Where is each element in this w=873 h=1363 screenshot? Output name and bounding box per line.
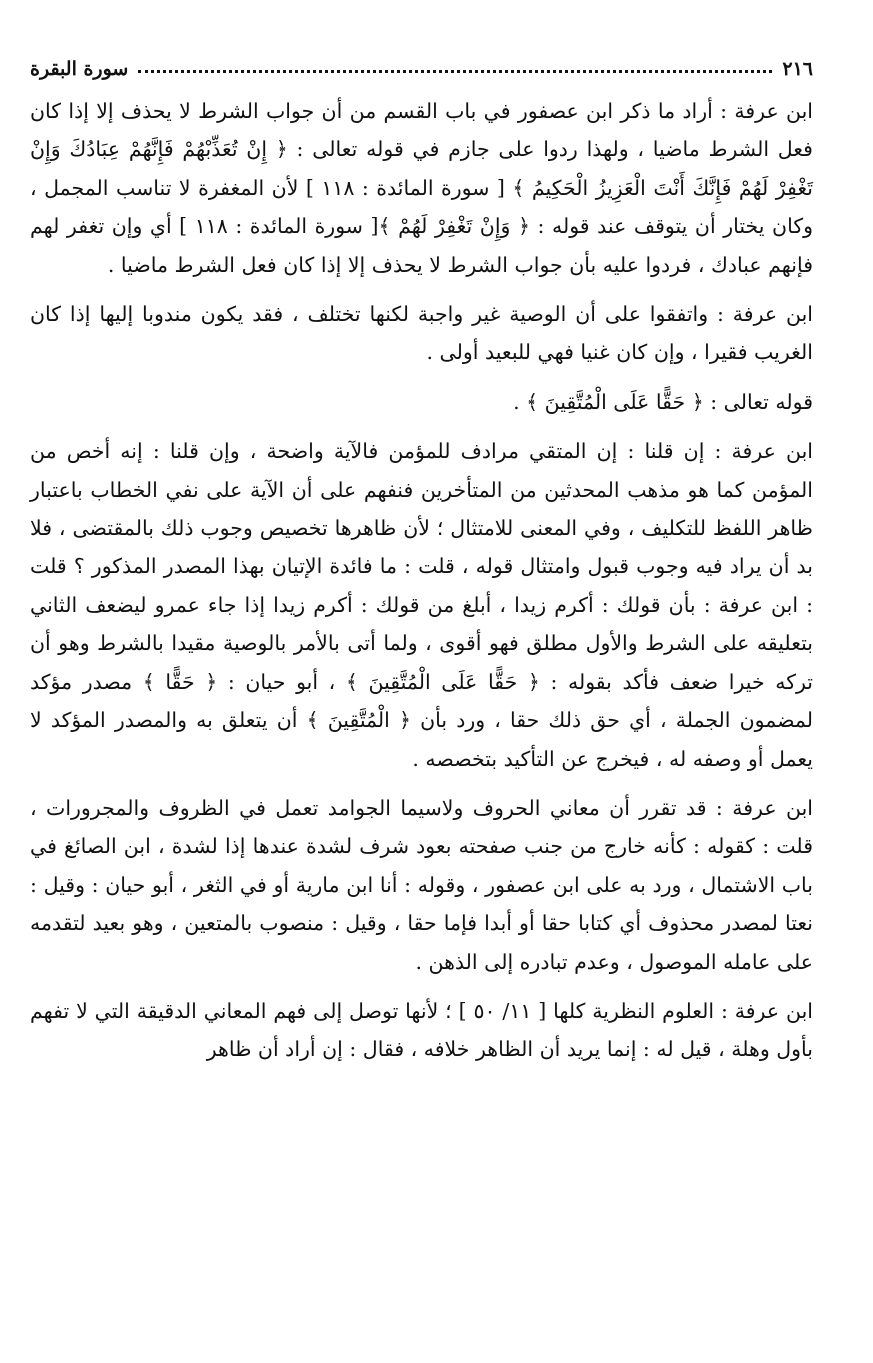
paragraph-ibn-arafa-3: ابن عرفة : إن قلنا : إن المتقي مرادف للمؤمن فالآية واضحة ، وإن قلنا : إنه أخص من المؤمن كما هو مذهب المحدثين من المتأخرين فنفهم على أن الآية على نفي الخطاب باعتبار ظاهر اللفظ للتكليف ، وفي المعنى للامتثال ؛ لأن ظاهرها تخصيص وجوب ذلك بالمقتضى ، فلا بد أن يراد فيه وجوب قبول وامتثال قوله ، قلت : ما فائدة الإتيان بهذا المصدر المذكور ؟ قلت : ابن عرفة : بأن قولك : أكرم زيدا ، أبلغ من قولك : أكرم زيدا إذا جاء عمرو ليضعف الثاني بتعليقه على الشرط والأول مطلق فهو أقوى ، ولما أتى بالأمر بالوصية مقيدا بالشرط وهو أن تركه خيرا ضعف فأكد بقوله : ﴿ حَقًّا عَلَى الْمُتَّقِينَ ﴾ ، أبو حيان : ﴿ حَقًّا ﴾ مصدر مؤكد لمضمون الجملة ، أي حق ذلك حقا ، ورد بأن ﴿ الْمُتَّقِينَ ﴾ أن يتعلق به والمصدر المؤكد لا يعمل أو وصفه له ، فيخرج عن التأكيد بتخصصه .	[30, 439, 813, 771]
book-page	[30, 52, 813, 1069]
paragraph-ibn-arafa-5: ابن عرفة : العلوم النظرية كلها [ ١١/ ٥٠ ] ؛ لأنها توصل إلى فهم المعاني الدقيقة التي لا تفهم بأول وهلة ، قيل له : إنما يريد أن الظاهر خلافه ، فقال : إن أراد أن ظاهر	[30, 998, 814, 1062]
paragraph-ibn-arafa-1: ابن عرفة : أراد ما ذكر ابن عصفور في باب القسم من أن جواب الشرط لا يحذف إلا إذا كان فعل الشرط ماضيا ، ولهذا ردوا على جازم في قوله تعالى : ﴿ إِنْ تُعَذِّبْهُمْ فَإِنَّهُمْ عِبَادُكَ وَإِنْ تَغْفِرْ لَهُمْ فَإِنَّكَ أَنْتَ الْعَزِيزُ الْحَكِيمُ ﴾ [ سورة المائدة : ١١٨ ] لأن المغفرة لا تناسب المجمل ، وكان يختار أن يتوقف عند قوله : ﴿ وَإِنْ تَغْفِرْ لَهُمْ ﴾[ سورة المائدة : ١١٨ ] أي وإن تغفر لهم فإنهم عبادك ، فردوا عليه بأن جواب الشرط لا يحذف إلا إذا كان فعل الشرط ماضيا .	[30, 99, 813, 277]
page-number: ٢١٦	[782, 58, 813, 80]
paragraph-verse-quote: قوله تعالى : ﴿ حَقًّا عَلَى الْمُتَّقِينَ ﴾ .	[513, 389, 813, 414]
header-dotted-leader	[138, 70, 772, 73]
running-header	[30, 52, 813, 86]
surah-title: سورة البقرة	[30, 58, 129, 80]
paragraph-ibn-arafa-2: ابن عرفة : واتفقوا على أن الوصية غير واجبة لكنها تختلف ، فقد يكون مندوبا إليها إذا كان الغريب فقيرا ، وإن كان غنيا فهي للبعيد أولى .	[30, 302, 813, 365]
paragraph-ibn-arafa-4: ابن عرفة : قد تقرر أن معاني الحروف ولاسيما الجوامد تعمل في الظروف والمجرورات ، قلت : كقوله : كأنه خارج من جنب صفحته بعود شرف لشدة عندها إذا لشدة ، ابن الصائغ في باب الاشتمال ، ورد به على ابن عصفور ، وقوله : أنا ابن مارية أو في الثغر ، أبو حيان : وقيل : نعتا لمصدر محذوف أي كتابا حقا أو أبدا فإما حقا ، وقيل : منصوب بالمتعين ، وهو بعيد لتقدمه على عامله الموصول ، وعدم تبادره إلى الذهن .	[30, 795, 813, 974]
